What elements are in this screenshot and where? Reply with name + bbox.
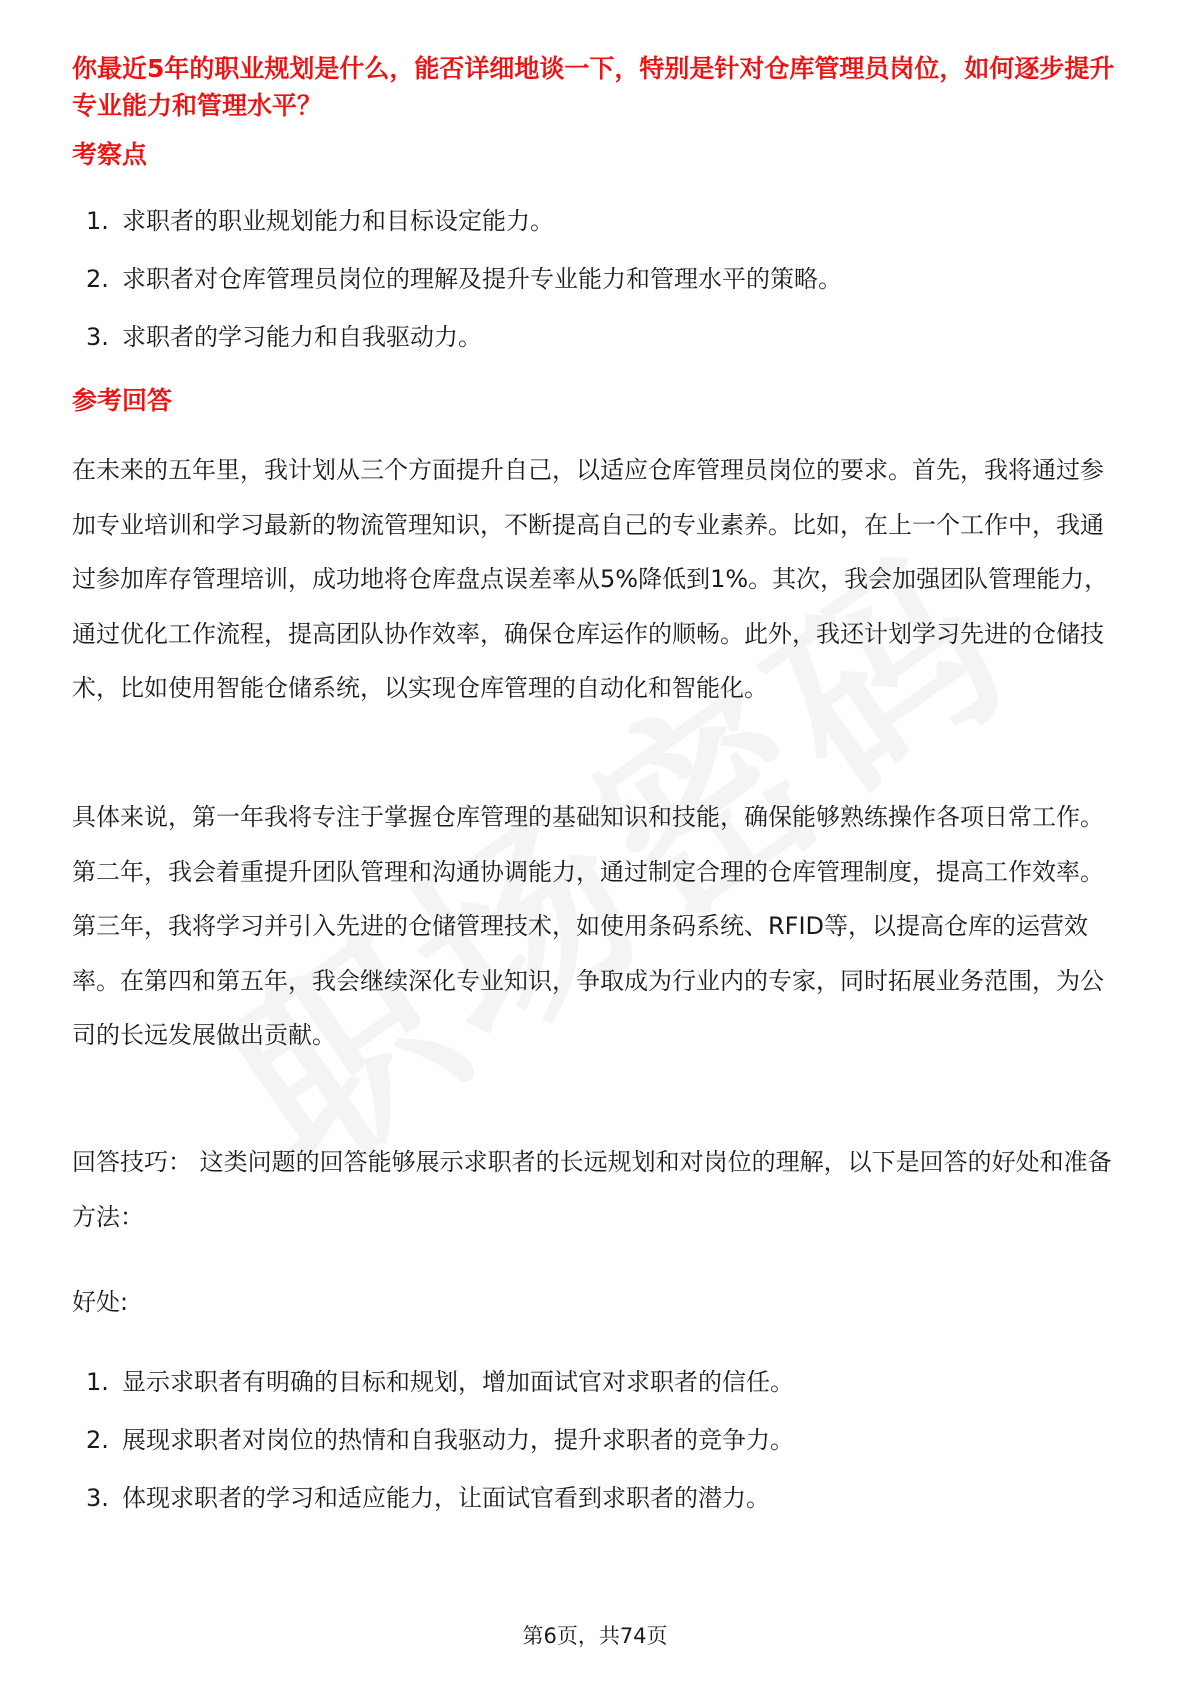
list-item: 1. 求职者的职业规划能力和目标设定能力。 bbox=[86, 207, 554, 235]
list-item: 1. 显示求职者有明确的目标和规划，增加面试官对求职者的信任。 bbox=[86, 1368, 794, 1396]
answer-paragraph-2: 具体来说，第一年我将专注于掌握仓库管理的基础知识和技能，确保能够熟练操作各项日常工作。第二年，我会着重提升团队管理和沟通协调能力，通过制定合理的仓库管理制度，提高工作效率。第三年，我将学习并引入先进的仓储管理技术，如使用条码系统、RFID等，以提高仓库的运营效率。在第四和第五年，我会继续深化专业知识，争取成为行业内的专家，同时拓展业务范围，为公司的长远发展做出贡献。 bbox=[72, 803, 1104, 1049]
list-item: 2. 求职者对仓库管理员岗位的理解及提升专业能力和管理水平的策略。 bbox=[86, 265, 842, 293]
reference-answer-heading: 参考回答 bbox=[72, 386, 173, 415]
list-item: 3. 求职者的学习能力和自我驱动力。 bbox=[86, 323, 482, 351]
list-item: 3. 体现求职者的学习和适应能力，让面试官看到求职者的潜力。 bbox=[86, 1484, 770, 1512]
benefits-list bbox=[72, 1353, 794, 1527]
list-item: 2. 展现求职者对岗位的热情和自我驱动力，提升求职者的竞争力。 bbox=[86, 1426, 794, 1454]
question-title: 你最近5年的职业规划是什么，能否详细地谈一下，特别是针对仓库管理员岗位，如何逐步提升专业能力和管理水平？ bbox=[72, 54, 1115, 120]
page-footer: 第6页，共74页 bbox=[522, 1624, 668, 1648]
exam-points-list bbox=[72, 192, 842, 366]
benefits-label: 好处: bbox=[72, 1288, 129, 1316]
exam-points-heading: 考察点 bbox=[72, 140, 148, 169]
answer-paragraph-1: 在未来的五年里，我计划从三个方面提升自己，以适应仓库管理员岗位的要求。首先，我将通过参加专业培训和学习最新的物流管理知识，不断提高自己的专业素养。比如，在上一个工作中，我通过参加库存管理培训，成功地将仓库盘点误差率从5%降低到1%。其次，我会加强团队管理能力，通过优化工作流程，提高团队协作效率，确保仓库运作的顺畅。此外，我还计划学习先进的仓储技术，比如使用智能仓储系统，以实现仓库管理的自动化和智能化。 bbox=[72, 456, 1109, 702]
answer-tips: 回答技巧： 这类问题的回答能够展示求职者的长远规划和对岗位的理解，以下是回答的好处和准备方法： bbox=[72, 1148, 1112, 1231]
